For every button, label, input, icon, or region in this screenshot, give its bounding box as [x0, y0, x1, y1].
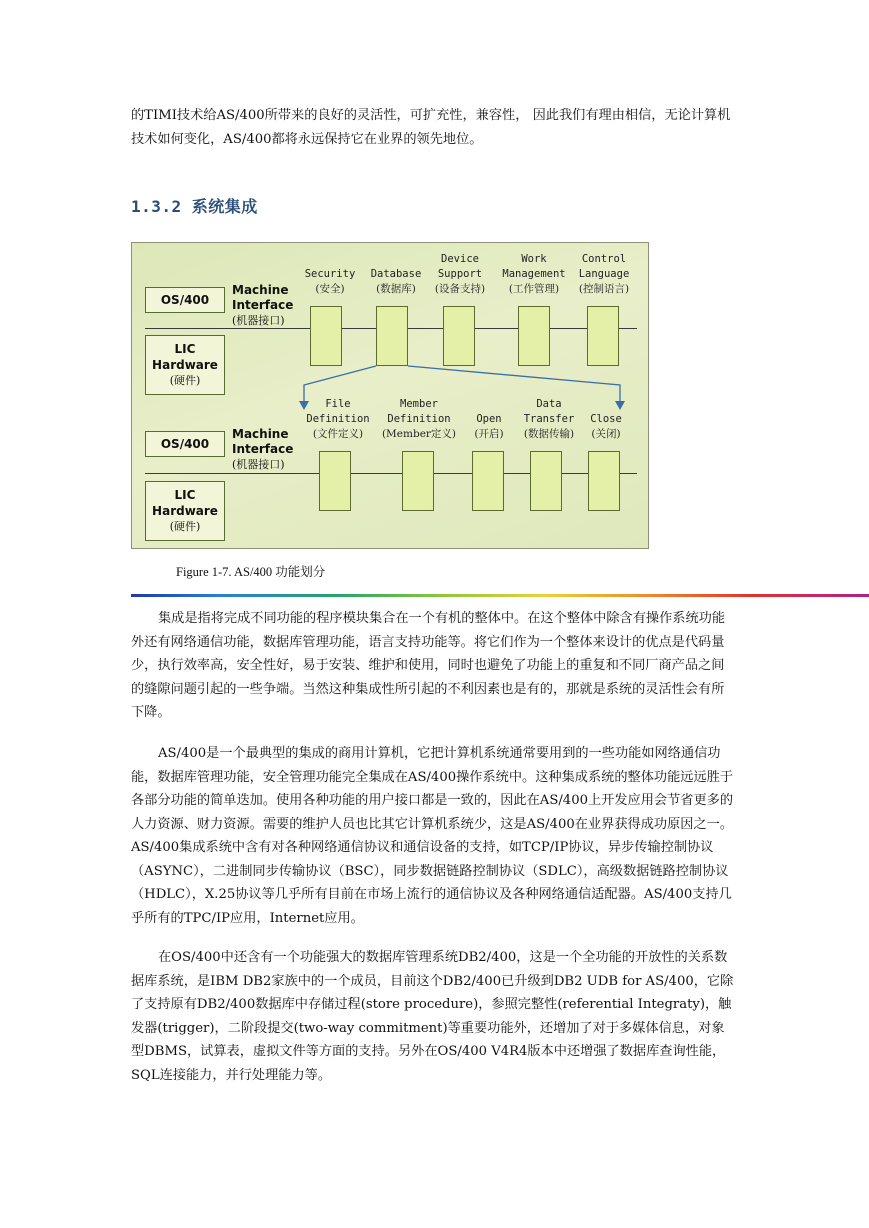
top-hardware-line2: Hardware [152, 358, 218, 372]
bottom-machine-interface-label [232, 427, 293, 472]
intro-paragraph: 的TIMI技术给AS/400所带来的良好的灵活性，可扩充性，兼容性， 因此我们有理由相信，无论计算机技术如何变化，AS/400都将永远保持它在业界的领先地位。 [131, 108, 731, 147]
section-heading: 1.3.2 系统集成 [131, 197, 258, 216]
top-os400-box: OS/400 [145, 287, 225, 313]
top-mi-line3: (机器接口) [232, 314, 285, 327]
top-hardware-line1: LIC [174, 342, 196, 356]
top-hardware-line3: (硬件) [169, 374, 201, 387]
paragraph-db2: 在OS/400中还含有一个功能强大的数据库管理系统DB2/400，这是一个全功能的开放性的关系数据库系统，是IBM DB2家族中的一个成员，目前这个DB2/400已升级到DB2 UDB for AS/400，它除了支持原有DB2/400数据库中存储过程(store procedure)，参照完整性(referential Integraty)，触发器(trigger)，二阶段提交(two-way commitment)等重要功能外，还增加了对于多媒体信息，对象型DBMS，试算表，虚拟文件等方面的支持。另外在OS/400 V4R4版本中还增强了数据库查询性能，SQL连接能力，并行处理能力等。 [131, 950, 734, 1083]
figure-caption: Figure 1-7. AS/400 功能划分 [176, 565, 326, 579]
top-col-database: Database (数据库) [370, 268, 422, 295]
paragraph-integration: 集成是指将完成不同功能的程序模块集合在一个有机的整体中。在这个整体中除含有操作系统功能外还有网络通信功能，数据库管理功能，语言支持功能等。将它们作为一个整体来设计的优点是代码量少，执行效率高，安全性好，易于安装、维护和使用，同时也避免了功能上的重复和不同厂商产品之间的缝隙问题引起的一些争端。当然这种集成性所引起的不利因素也是有的，那就是系统的灵活性会有所下降。 [131, 611, 726, 720]
bottom-interface-line [145, 473, 637, 474]
top-col-security: Security (安全) [304, 268, 356, 295]
color-divider [131, 594, 869, 597]
top-mi-line2: Interface [232, 298, 294, 312]
bottom-mi-line3: (机器接口) [232, 458, 285, 471]
top-mi-line1: Machine [232, 283, 289, 297]
top-col-device-support: Device Support (设备支持) [434, 253, 486, 295]
top-col-work-management: Work Management (工作管理) [502, 253, 566, 295]
bottom-member-definition-block [402, 451, 434, 511]
bottom-file-definition-block [319, 451, 351, 511]
bottom-col-open: Open (开启) [474, 413, 504, 440]
bottom-hardware-line1: LIC [174, 488, 196, 502]
bottom-mi-line2: Interface [232, 442, 294, 456]
top-col-control-language: Control Language (控制语言) [578, 253, 630, 295]
bottom-open-block [472, 451, 504, 511]
as400-function-diagram [131, 242, 649, 549]
bottom-hardware-box [145, 481, 225, 541]
bottom-mi-line1: Machine [232, 427, 289, 441]
bottom-col-close: Close (关闭) [590, 413, 622, 440]
bottom-close-block [588, 451, 620, 511]
bottom-os400-box: OS/400 [145, 431, 225, 457]
bottom-col-file-definition: File Definition (文件定义) [306, 398, 370, 440]
paragraph-as400-integration: AS/400是一个最典型的集成的商用计算机，它把计算机系统通常要用到的一些功能如网络通信功能，数据库管理功能，安全管理功能完全集成在AS/400操作系统中。这种集成系统的整体功能远远胜于各部分功能的简单迭加。使用各种功能的用户接口都是一致的，因此在AS/400上开发应用会节省更多的人力资源、财力资源。需要的维护人员也比其它计算机系统少，这是AS/400在业界获得成功原因之一。AS/400集成系统中含有对各种网络通信协议和通信设备的支持，如TCP/IP协议，异步传输控制协议（ASYNC），二进制同步传输协议（BSC），同步数据链路控制协议（SDLC），高级数据链路控制协议（HDLC），X.25协议等几乎所有目前在市场上流行的通信协议及各种网络通信适配器。AS/400支持几乎所有的TPC/IP应用，Internet应用。 [131, 746, 734, 926]
bottom-data-transfer-block [530, 451, 562, 511]
bottom-col-member-definition: Member Definition (Member定义) [381, 398, 457, 440]
bottom-hardware-line3: (硬件) [169, 520, 201, 533]
bottom-hardware-line2: Hardware [152, 504, 218, 518]
bottom-col-data-transfer: Data Transfer (数据传输) [523, 398, 575, 440]
